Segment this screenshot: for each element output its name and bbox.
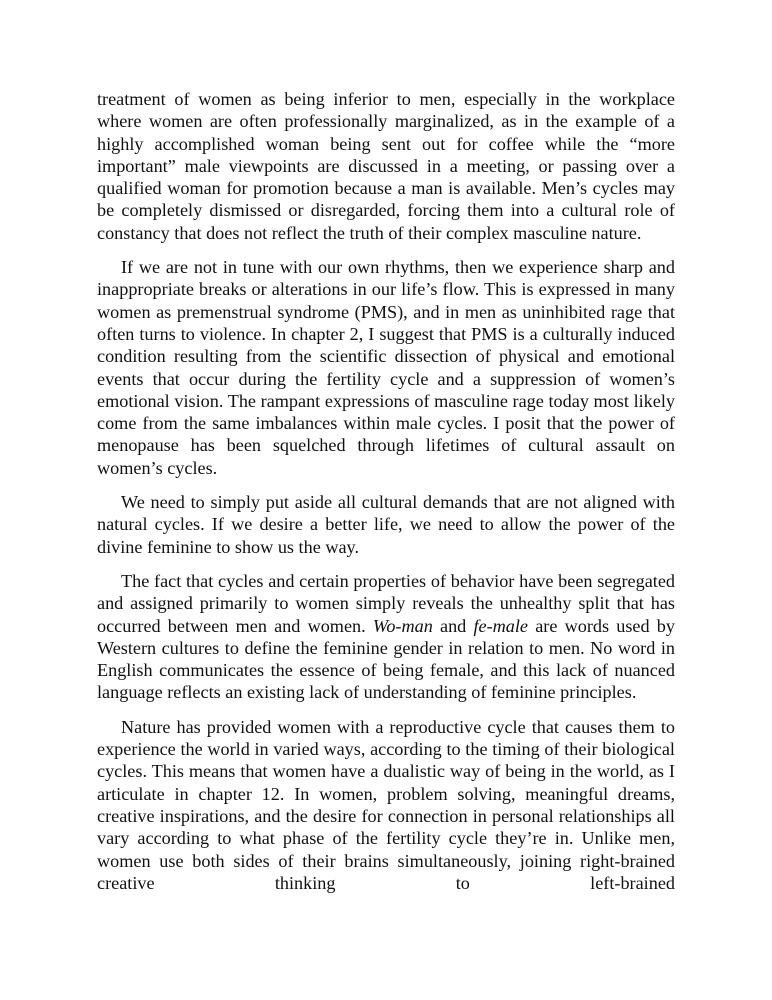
text-segment: We need to simply put aside all cultural demands that are not aligned with natural cycles. If we desire a better life, we need to allow the power of the divine feminine to show us the way. xyxy=(97,492,675,557)
paragraph-4 xyxy=(97,570,675,704)
paragraph-2 xyxy=(97,256,675,479)
paragraph-3 xyxy=(97,491,675,558)
text-segment: The fact that cycles and certain properties of behavior have been segregated and assigned primarily to women simply reveals the unhealthy split that has occurred between men and women. xyxy=(97,570,675,636)
text-segment: If we are not in tune with our own rhythms, then we experience sharp and inappropriate breaks or alterations in our life’s flow. This is expressed in many women as premenstrual syndrome (PMS), and in men as uninhibited rage that often turns to violence. In chapter 2, I suggest that PMS is a culturally induced condition resulting from the scientific dissection of physical and emotional events that occur during the fertility cycle and a suppression of women’s emotional vision. The rampant expressions of masculine rage today most likely come from the same imbalances within male cycles. I posit that the power of menopause has been squelched through lifetimes of cultural assault on women’s cycles. xyxy=(97,257,675,478)
italic-term: Wo-man xyxy=(372,615,433,636)
text-segment: are words used by Western cultures to define the feminine gender in relation to men. No word in English communicates the essence of being female, and this lack of nuanced language reflects an existing lack of understanding of feminine principles. xyxy=(97,615,675,703)
text-segment: and xyxy=(432,615,474,636)
page-body xyxy=(97,88,675,894)
paragraph-5 xyxy=(97,716,675,894)
italic-term: fe-male xyxy=(473,615,529,636)
text-segment: Nature has provided women with a reproductive cycle that causes them to experience the world in varied ways, according to the timing of their biological cycles. This means that women have a dualistic way of being in the world, as I articulate in chapter 12. In women, problem solving, meaningful dreams, creative inspirations, and the desire for connection in personal relationships all vary according to what phase of the fertility cycle they’re in. Unlike men, women use both sides of their brains simultaneously, joining right-brained creative thinking to left-brained xyxy=(97,716,675,893)
paragraph-1 xyxy=(97,88,675,244)
text-segment: treatment of women as being inferior to men, especially in the workplace where women are often professionally marginalized, as in the example of a highly accomplished woman being sent out for coffee while the “more important” male viewpoints are discussed in a meeting, or passing over a qualified woman for promotion because a man is available. Men’s cycles may be completely dismissed or disregarded, forcing them into a cultural role of constancy that does not reflect the truth of their complex masculine nature. xyxy=(97,89,675,243)
